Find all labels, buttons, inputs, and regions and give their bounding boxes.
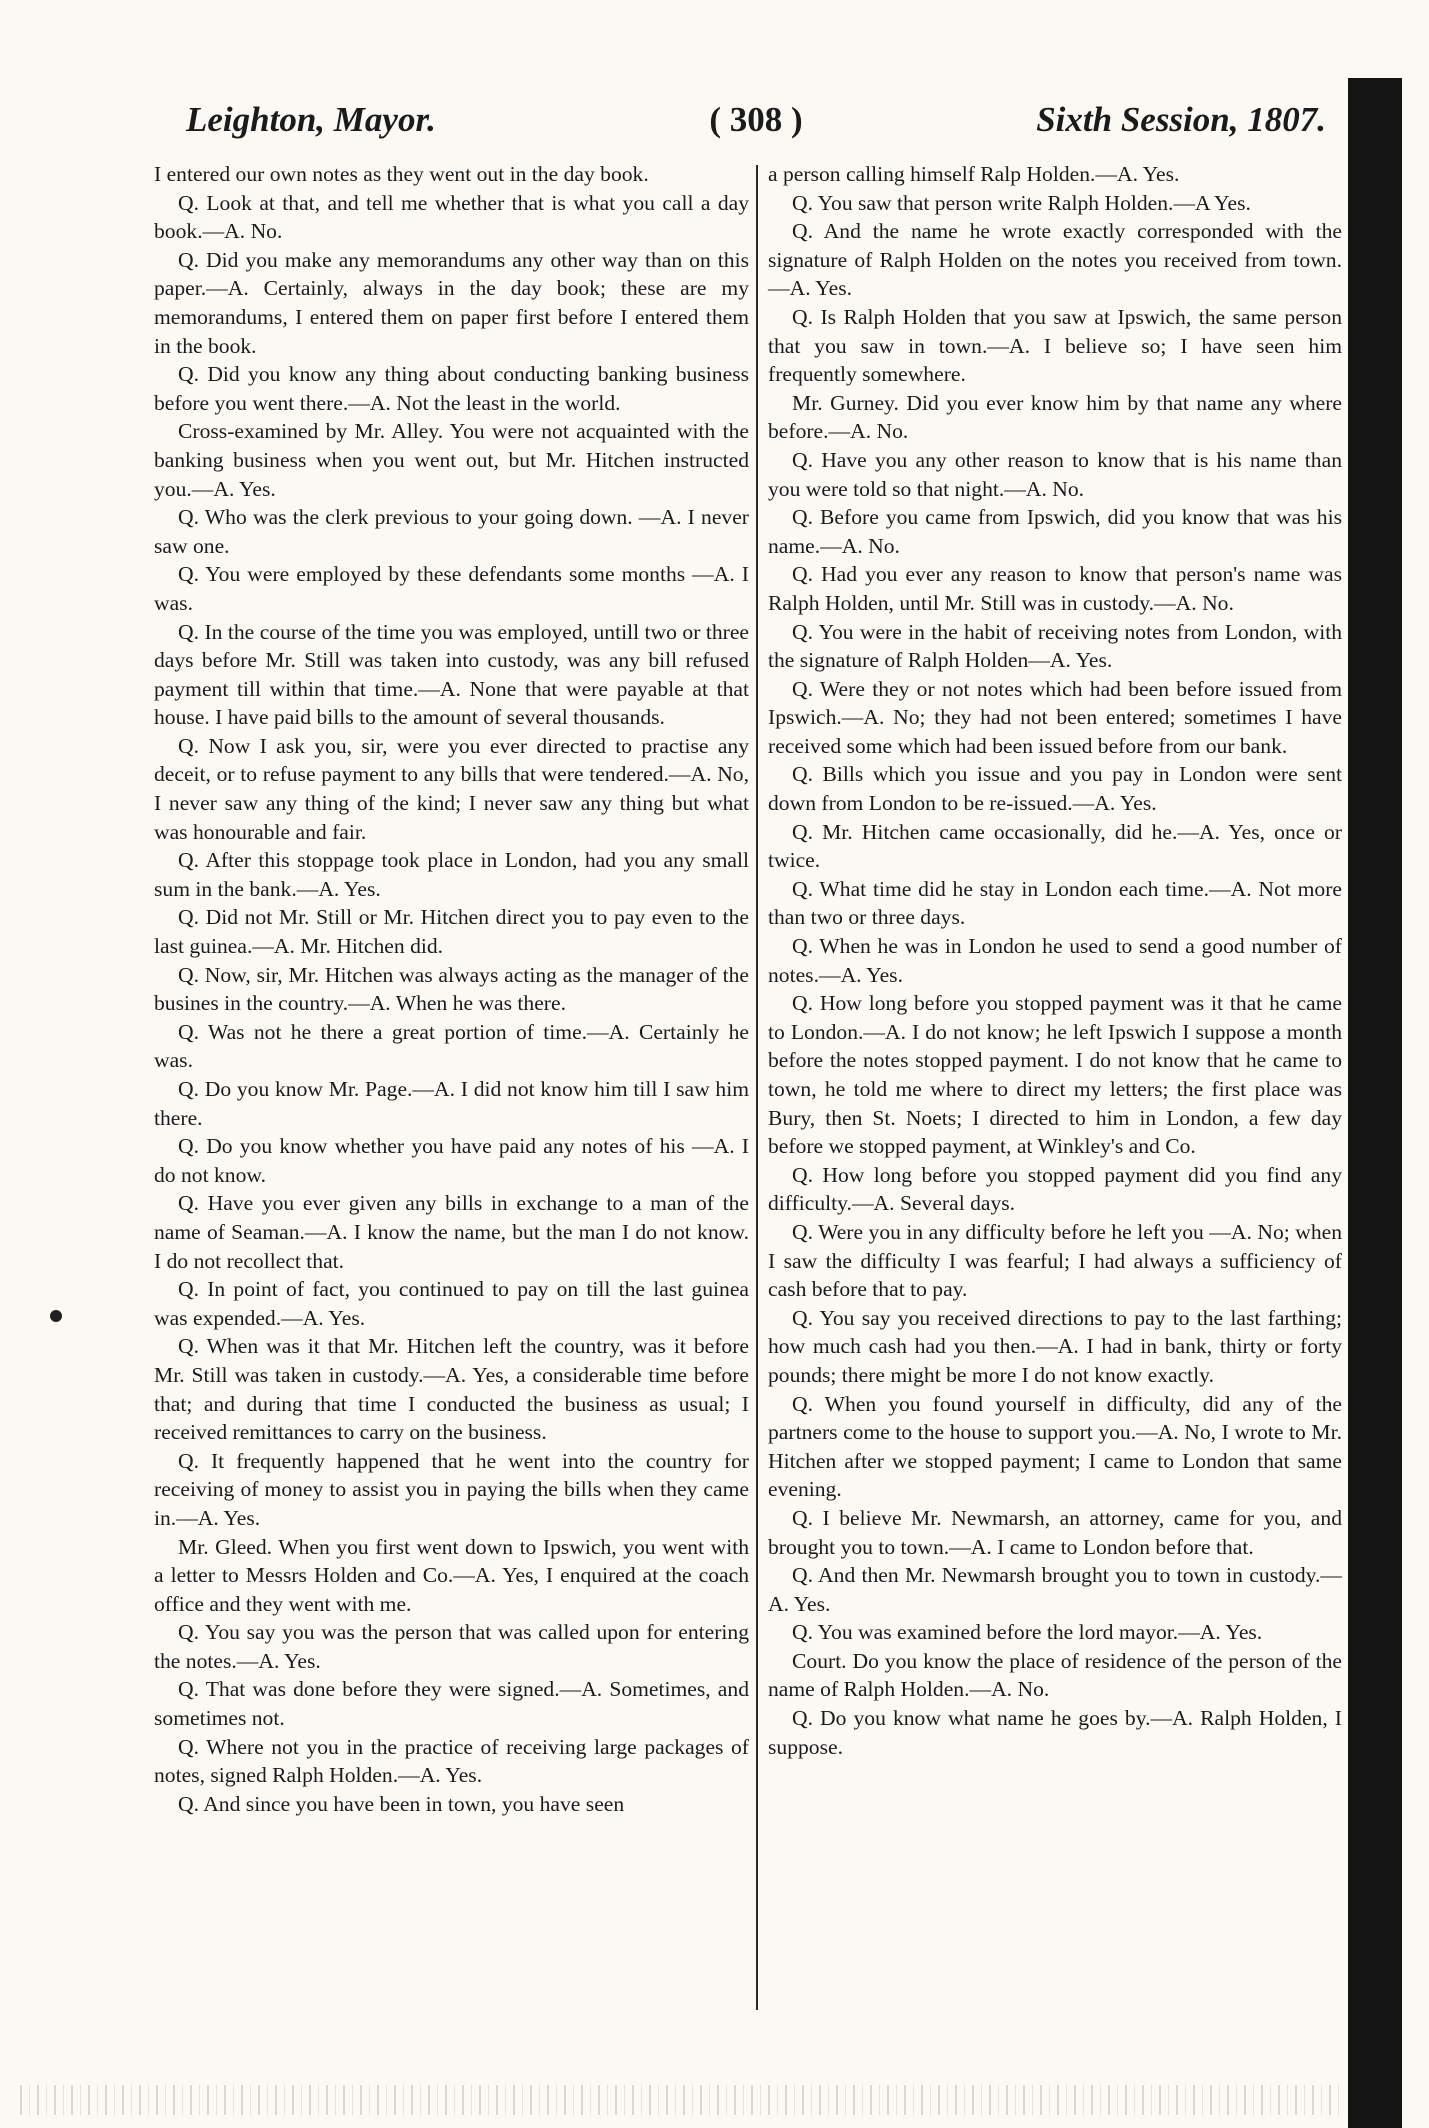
paragraph: Q. Bills which you issue and you pay in London were sent down from London to be re-issued.—A. Yes.: [768, 762, 1342, 816]
paragraph: Q. Who was the clerk previous to your going down. —A. I never saw one.: [154, 505, 749, 558]
paragraph: Q. Do you know Mr. Page.—A. I did not know him till I saw him there.: [154, 1077, 749, 1130]
paragraph: Mr. Gurney. Did you ever know him by that name any where before.—A. No.: [768, 390, 1342, 444]
paragraph: Q. Had you ever any reason to know that person's name was Ralph Holden, until Mr. Still was in custody.—A. No.: [768, 562, 1342, 615]
paragraph: Q. Do you know whether you have paid any notes of his —A. I do not know.: [154, 1134, 749, 1187]
paragraph: Q. When was it that Mr. Hitchen left the country, was it before Mr. Still was taken in custody.—A. Yes, a considerable time before that; and during that time I conducted the business as usual; I received remittances to carry on the business.: [154, 1334, 749, 1445]
paragraph: Q. And since you have been in town, you have seen: [178, 1791, 625, 1816]
paragraph: Q. You was examined before the lord mayor.—A. Yes.: [792, 1620, 1263, 1645]
paragraph: Q. Mr. Hitchen came occasionally, did he.—A. Yes, once or twice.: [768, 819, 1342, 873]
paragraph: Q. That was done before they were signed.—A. Sometimes, and sometimes not.: [154, 1677, 749, 1731]
paragraph: a person calling himself Ralp Holden.—A. Yes.: [768, 162, 1180, 186]
paragraph: Q. And then Mr. Newmarsh brought you to town in custody.—A. Yes.: [768, 1563, 1342, 1616]
page-number: ( 308 ): [709, 100, 803, 139]
paragraph: Q. Now I ask you, sir, were you ever directed to practise any deceit, or to refuse payment to any bills that were tendered.—A. No, I never saw any thing of the kind; I never saw any thing but what was honourable and fair.: [154, 733, 749, 844]
header-left: Leighton, Mayor.: [186, 100, 436, 139]
paragraph: Q. Did not Mr. Still or Mr. Hitchen direct you to pay even to the last guinea.—A. Mr. Hitchen did.: [154, 905, 749, 959]
page-edge-shadow: [1348, 78, 1402, 2128]
paragraph: Q. Look at that, and tell me whether that is what you call a day book.—A. No.: [154, 190, 749, 244]
paragraph: Q. Did you know any thing about conducting banking business before you went there.—A. Not the least in the world.: [154, 362, 749, 415]
paragraph: Q. Were they or not notes which had been before issued from Ipswich.—A. No; they had not been entered; sometimes I have received some which had been issued before from our bank.: [768, 676, 1342, 758]
paragraph: Q. In the course of the time you was employed, untill two or three days before Mr. Still was taken into custody, was any bill refused payment till within that time.—A. None that were payable at that house. I have paid bills to the amount of several thousands.: [154, 619, 749, 730]
paragraph: Q. You saw that person write Ralph Holden.—A Yes.: [792, 190, 1251, 215]
right-column: [768, 160, 1342, 1761]
paragraph: Q. Before you came from Ipswich, did you know that was his name.—A. No.: [768, 505, 1342, 558]
paragraph: I entered our own notes as they went out in the day book.: [154, 162, 649, 186]
column-divider: [756, 165, 758, 2010]
paragraph: Q. Do you know what name he goes by.—A. Ralph Holden, I suppose.: [768, 1706, 1342, 1759]
paragraph: Q. I believe Mr. Newmarsh, an attorney, came for you, and brought you to town.—A. I came to London before that.: [768, 1505, 1342, 1559]
paragraph: Q. You say you received directions to pay to the last farthing; how much cash had you then.—A. I had in bank, thirty or forty pounds; there might be more I do not know exactly.: [768, 1305, 1342, 1387]
paragraph: Mr. Gleed. When you first went down to Ipswich, you went with a letter to Messrs Holden and Co.—A. Yes, I enquired at the coach office and they went with me.: [154, 1534, 749, 1616]
paragraph: Q. Did you make any memorandums any other way than on this paper.—A. Certainly, always in the day book; these are my memorandums, I entered them on paper first before I entered them in the book.: [154, 247, 749, 358]
paragraph: Q. You say you was the person that was called upon for entering the notes.—A. Yes.: [154, 1620, 749, 1673]
paragraph: Q. Is Ralph Holden that you saw at Ipswich, the same person that you saw in town.—A. I believe so; I have seen him frequently somewhere.: [768, 304, 1342, 387]
paragraph: Q. Have you ever given any bills in exchange to a man of the name of Seaman.—A. I know the name, but the man I do not know. I do not recollect that.: [154, 1191, 749, 1273]
paragraph: Q. Now, sir, Mr. Hitchen was always acting as the manager of the busines in the country.—A. When he was there.: [154, 962, 749, 1016]
running-header: [186, 100, 1326, 160]
paragraph: Q. You were in the habit of receiving notes from London, with the signature of Ralph Holden—A. Yes.: [768, 619, 1342, 673]
ink-spot: [50, 1310, 62, 1322]
paragraph: Q. When he was in London he used to send a good number of notes.—A. Yes.: [768, 934, 1342, 987]
scan-noise: [20, 2085, 1340, 2115]
paragraph: Q. Have you any other reason to know that is his name than you were told so that night.—A. No.: [768, 447, 1342, 501]
paragraph: Q. In point of fact, you continued to pay on till the last guinea was expended.—A. Yes.: [154, 1277, 749, 1330]
paragraph: Q. It frequently happened that he went into the country for receiving of money to assist you in paying the bills when they came in.—A. Yes.: [154, 1448, 749, 1530]
header-right: Sixth Session, 1807.: [1036, 100, 1326, 139]
paragraph: Q. Where not you in the practice of receiving large packages of notes, signed Ralph Holden.—A. Yes.: [154, 1734, 749, 1788]
paragraph: Q. Was not he there a great portion of time.—A. Certainly he was.: [154, 1019, 749, 1073]
paragraph: Q. Were you in any difficulty before he left you —A. No; when I saw the difficulty I was fearful; I had always a sufficiency of cash before that to pay.: [768, 1219, 1342, 1302]
paragraph: Q. After this stoppage took place in London, had you any small sum in the bank.—A. Yes.: [154, 848, 749, 901]
paragraph: Q. When you found yourself in difficulty, did any of the partners come to the house to support you.—A. No, I wrote to Mr. Hitchen after we stopped payment; I came to London that same evening.: [768, 1391, 1342, 1502]
left-column: [154, 160, 749, 1818]
paragraph: Q. What time did he stay in London each time.—A. Not more than two or three days.: [768, 876, 1342, 930]
paragraph: Q. And the name he wrote exactly corresponded with the signature of Ralph Holden on the notes you received from town.—A. Yes.: [768, 219, 1342, 301]
paragraph: Q. You were employed by these defendants some months —A. I was.: [154, 562, 749, 615]
paragraph: Cross-examined by Mr. Alley. You were not acquainted with the banking business when you went out, but Mr. Hitchen instructed you.—A. Yes.: [154, 419, 749, 501]
paragraph: Court. Do you know the place of residence of the person of the name of Ralph Holden.—A. No.: [768, 1648, 1342, 1702]
paragraph: Q. How long before you stopped payment did you find any difficulty.—A. Several days.: [768, 1162, 1342, 1216]
paragraph: Q. How long before you stopped payment was it that he came to London.—A. I do not know; he left Ipswich I suppose a month before the notes stopped payment. I do not know that he came to town, he told me where to direct my letters; the first place was Bury, then St. Noets; I directed to him in London, a few day before we stopped payment, at Winkley's and Co.: [768, 991, 1342, 1159]
